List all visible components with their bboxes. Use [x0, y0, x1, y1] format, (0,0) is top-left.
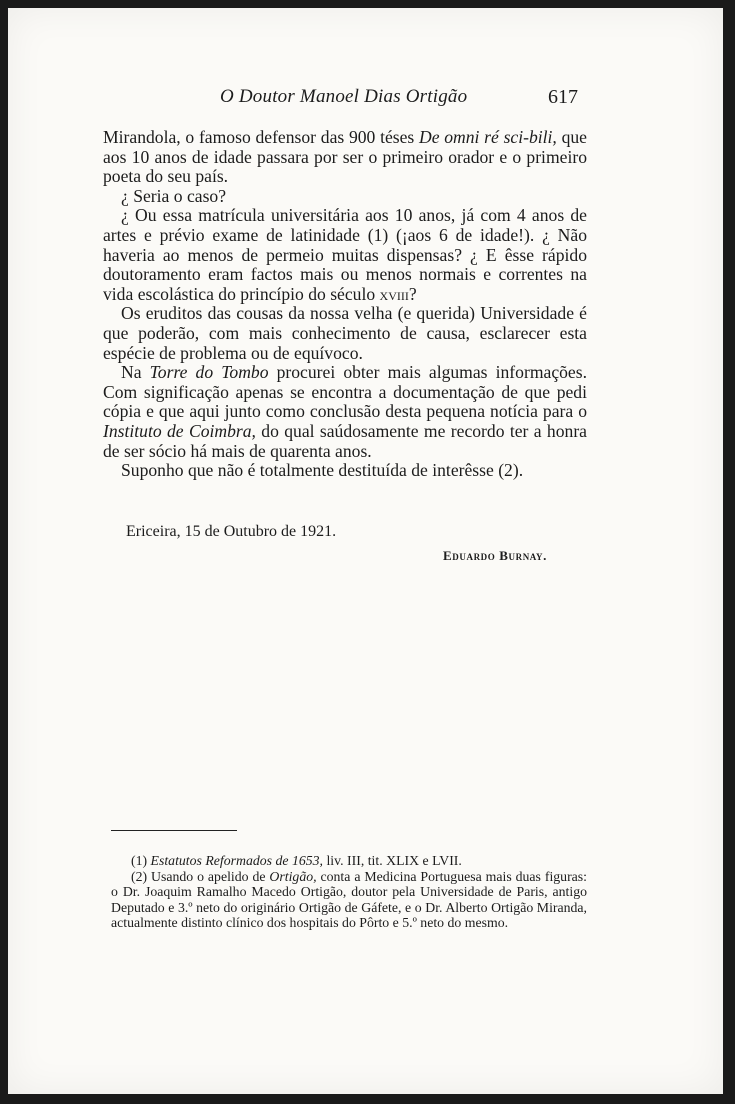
paragraph-question: ¿ Seria o caso? — [121, 185, 227, 206]
paragraph-archive — [103, 363, 587, 461]
paragraph-closing: Suponho que não é totalmente destituída de interêsse (2). — [121, 460, 524, 481]
text-run: ¿ Ou essa matrícula universitária aos 10 anos, já com 4 anos de artes e prévio exame de latinidade (1) (¡aos 6 de idade!). ¿ Não haveria ao menos de permeio muitas dispensas? ¿ E êsse rápido doutoramento eram factos mais ou menos normais e correntes na vida escolástica do princípio do século — [103, 205, 587, 304]
cited-work: Estatutos Reformados de 1653, — [150, 853, 324, 868]
text-run: (2) Usando o apelido de — [131, 868, 270, 884]
latin-title: De omni ré sci- — [419, 127, 529, 147]
text-run: ? — [408, 283, 417, 304]
century-numeral: xviii — [379, 283, 409, 304]
running-title: O Doutor Manoel Dias Ortigão — [220, 86, 468, 107]
footnotes — [111, 853, 587, 931]
archive-name: Torre do Tombo — [149, 362, 269, 383]
footnote-2 — [111, 869, 587, 931]
text-run: que aos 10 anos de idade passara por ser o primeiro orador e o primeiro poeta do seu país. — [103, 127, 587, 187]
footnote-rule — [111, 830, 237, 831]
text-run: do qual saúdosamente me recordo ter a honra de ser sócio há mais de quarenta anos. — [103, 420, 587, 461]
latin-title-end: bili, — [528, 127, 557, 147]
text-run: liv. III, tit. XLIX e LVII. — [323, 853, 462, 868]
text-run: Na — [121, 362, 150, 383]
paragraph-continuation — [103, 128, 587, 187]
body-text — [103, 128, 587, 481]
page — [8, 8, 723, 1094]
running-header — [8, 86, 723, 112]
journal-name: Instituto de Coimbra, — [103, 420, 256, 441]
footnote-1 — [111, 853, 587, 869]
text-run: Mirandola, o famoso defensor das 900 téses — [103, 127, 420, 147]
text-run: procurei obter mais algumas informações. Com significação apenas se encontra a documentação de que pedi cópia e que aqui junto como conclusão desta pequena notícia para o — [103, 362, 587, 422]
place-date: Ericeira, 15 de Outubro de 1921. — [126, 523, 337, 540]
author-signature: Eduardo Burnay. — [443, 548, 548, 563]
paragraph-scholars: Os eruditos das cousas da nossa velha (e querida) Universidade é que poderão, com mais conhecimento de causa, esclarecer esta espécie de problema ou de equívoco. — [103, 303, 587, 363]
paragraph-questions — [103, 206, 587, 304]
surname: Ortigão, — [269, 868, 317, 884]
text-run: conta a Medicina Portuguesa mais duas figuras: o Dr. Joaquim Ramalho Macedo Ortigão, doutor pela Universidade de Paris, antigo Deputado e 3.º neto do originário Ortigão de Gáfete, e o Dr. Alberto Ortigão Miranda, actualmente distinto clínico dos hospitais do Pôrto e 5.º neto do mesmo. — [111, 868, 587, 931]
page-number: 617 — [548, 86, 578, 108]
text-run: (1) — [131, 853, 151, 868]
